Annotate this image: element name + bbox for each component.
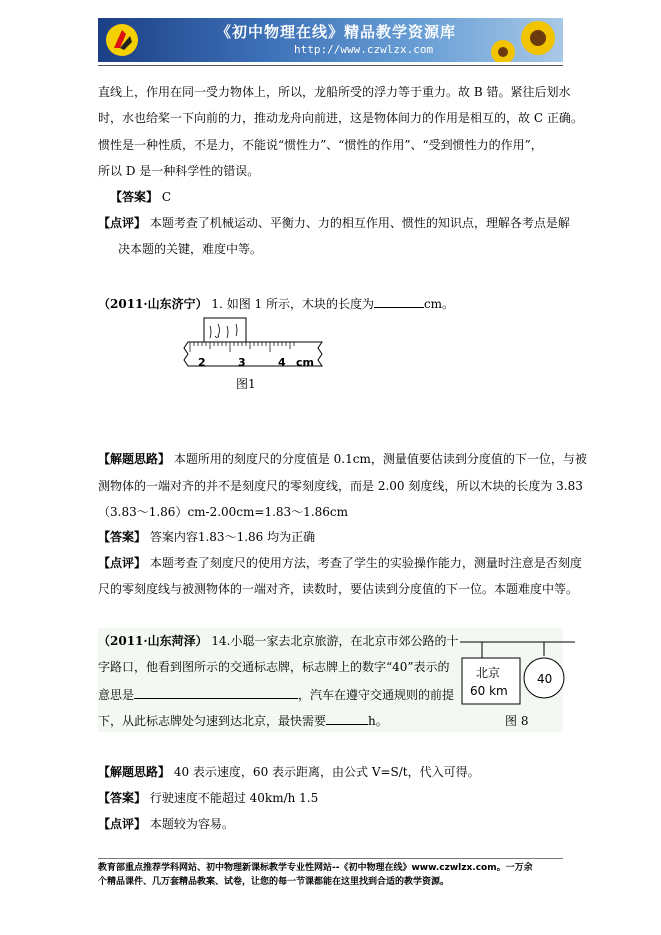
ruler-label-4: 4	[278, 356, 286, 369]
paragraph-line: 时，水也给桨一下向前的力，推动龙舟向前进，这是物体间力的作用是相互的，故 C 正确。	[98, 111, 583, 125]
analysis-label: 【解题思路】	[98, 765, 171, 779]
figure-caption: 图 8	[505, 714, 529, 728]
banner-title: 《初中物理在线》精品教学资源库	[216, 23, 457, 41]
question-14-line3	[98, 687, 454, 702]
question-text: 如图 1 所示，木块的长度为	[226, 297, 374, 311]
question-text: 意思是	[98, 688, 135, 702]
comment-continuation: 决本题的关键，难度中等。	[118, 242, 263, 256]
analysis-text: 本题所用的刻度尺的分度值是 0.1cm，测量值要估读到分度值的下一位，与被	[173, 452, 587, 466]
question-1	[98, 296, 454, 311]
sign-city: 北京	[476, 666, 501, 680]
answer-label: 【答案】	[98, 530, 147, 544]
banner-url[interactable]: http://www.czwlzx.com	[294, 43, 434, 56]
answer-text: 答案内容1.83～1.86 均为正确	[149, 530, 316, 544]
header-banner	[98, 18, 563, 62]
question-14-line4	[98, 713, 388, 728]
answer-label: 【答案】	[110, 190, 159, 204]
question-text: ，汽车在遵守交通规则的前提	[298, 688, 455, 702]
figure-caption: 图1	[236, 377, 256, 391]
answer-value: C	[161, 190, 172, 204]
answer-blank	[134, 687, 298, 699]
analysis-line: （3.83～1.86）cm-2.00cm=1.83～1.86cm	[98, 505, 349, 519]
header-divider	[98, 65, 563, 66]
unit-text: cm。	[423, 297, 455, 311]
analysis-row	[98, 452, 587, 466]
question-source: （2011·山东济宁）	[98, 297, 208, 311]
answer-label: 【答案】	[98, 791, 147, 805]
ruler-label-2: 2	[198, 356, 206, 369]
answer-blank	[374, 296, 424, 308]
ruler-label-3: 3	[238, 356, 246, 369]
comment-row	[98, 556, 582, 570]
comment-text: 本题考查了机械运动、平衡力、力的相互作用、惯性的知识点，理解各考点是解	[149, 216, 570, 230]
analysis-line: 测物体的一端对齐的并不是刻度尺的零刻度线，而是 2.00 刻度线，所以木块的长度为 3.83	[98, 479, 583, 493]
comment-label: 【点评】	[98, 556, 147, 570]
comment-line: 尺的零刻度线与被测物体的一端对齐，读数时，要估读到分度值的下一位。本题难度中等。	[98, 582, 579, 596]
comment-row	[98, 817, 234, 831]
question-14-line2: 字路口，他看到图所示的交通标志牌，标志牌上的数字“40”表示的	[98, 660, 450, 674]
footer-line: 教育部重点推荐学科网站、初中物理新课标教学专业性网站--《初中物理在线》www.czwlzx.com。一万余	[98, 863, 533, 873]
paragraph-line: 直线上，作用在同一受力物体上，所以，龙船所受的浮力等于重力。故 B 错。紧往后划水	[98, 85, 571, 99]
answer-text: 行驶速度不能超过 40km/h 1.5	[149, 791, 319, 805]
question-number: 1.	[211, 297, 223, 311]
ruler-unit-label: cm	[296, 356, 314, 369]
answer-row	[98, 791, 318, 805]
question-text: 小聪一家去北京旅游，在北京市郊公路的十	[230, 634, 459, 648]
question-source: （2011·山东菏泽）	[98, 634, 208, 648]
question-14-line1	[98, 634, 459, 648]
footer-line: 个精品课件、几万套精品教案、试卷，让您的每一节课都能在这里找到合适的教学资源。	[98, 877, 450, 887]
paragraph-line: 所以 D 是一种科学性的错误。	[98, 164, 260, 178]
comment-text: 本题较为容易。	[149, 817, 234, 831]
site-logo-icon	[104, 22, 140, 58]
paragraph-line: 惯性是一种性质，不是力，不能说“惯性力”、“惯性的作用”、“受到惯性力的作用”，	[98, 138, 543, 152]
footer-divider	[98, 858, 563, 859]
answer-blank	[326, 713, 368, 725]
comment-row	[98, 216, 570, 230]
question-text: 下，从此标志牌处匀速到达北京，最快需要	[98, 714, 327, 728]
analysis-text: 40 表示速度，60 表示距离，由公式 V=S/t，代入可得。	[173, 765, 480, 779]
sign-distance: 60 km	[470, 684, 508, 698]
sunflower-icon	[483, 18, 563, 62]
analysis-label: 【解题思路】	[98, 452, 171, 466]
comment-label: 【点评】	[98, 216, 147, 230]
comment-text: 本题考查了刻度尺的使用方法，考查了学生的实验操作能力，测量时注意是否刻度	[149, 556, 582, 570]
question-number: 14.	[211, 634, 231, 648]
answer-row	[98, 530, 315, 544]
comment-label: 【点评】	[98, 817, 147, 831]
answer-row	[110, 190, 171, 204]
sign-speed-limit: 40	[537, 672, 553, 686]
unit-text: h。	[368, 714, 388, 728]
analysis-row	[98, 765, 480, 779]
